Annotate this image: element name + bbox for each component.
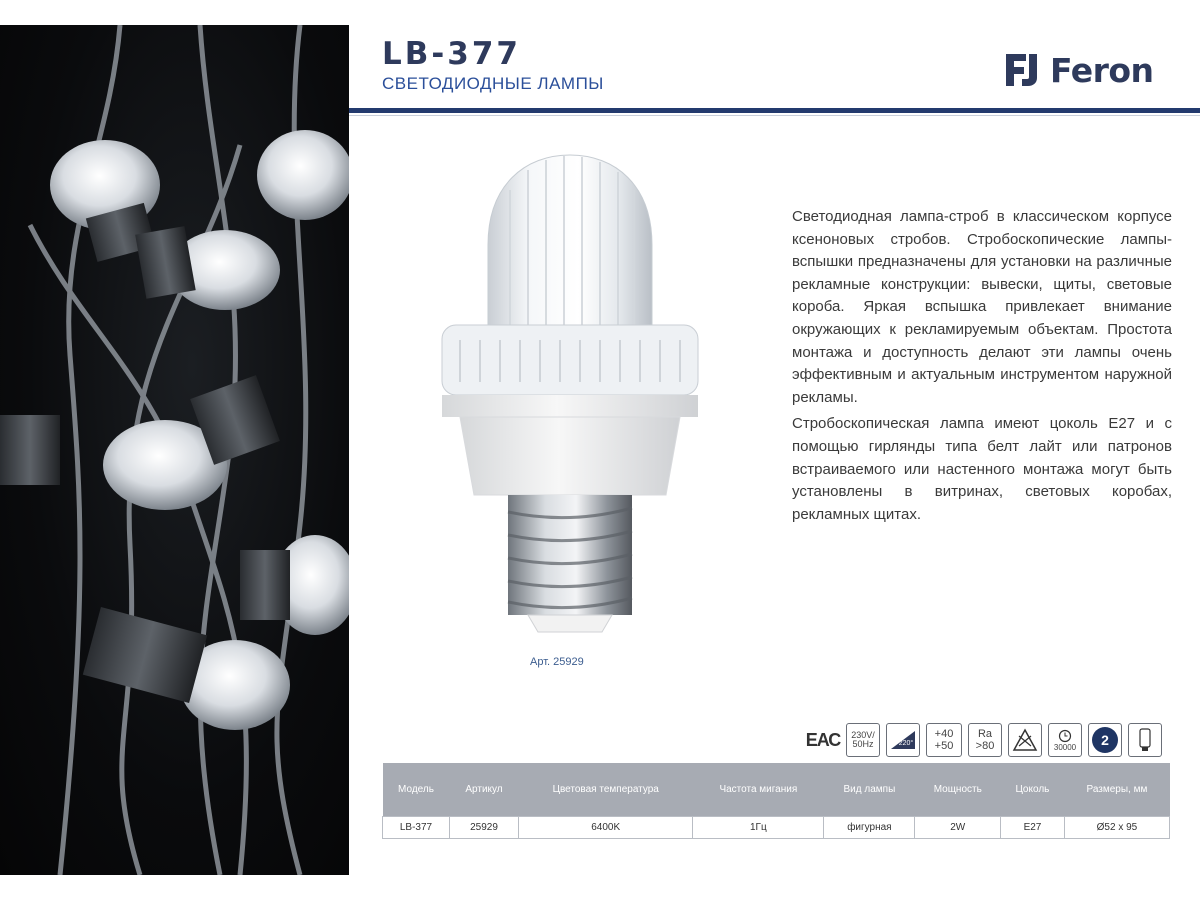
warranty-years: 2	[1092, 727, 1118, 753]
table-header-row	[383, 763, 1170, 817]
description-paragraph: Стробоскопическая лампа имеют цоколь Е27 и с помощью гирлянды типа белт лайт или патронов встраиваемого или настенного монтажа могут быть установлены в витринах, световых коробах, рекламных щитах.	[792, 415, 1172, 523]
header-divider	[349, 108, 1200, 113]
warranty-icon	[1088, 723, 1122, 757]
certification-icons	[806, 722, 1162, 758]
lamp-shape-icon	[1128, 723, 1162, 757]
table-cell: фигурная	[824, 817, 915, 839]
table-row	[383, 817, 1170, 839]
temp-low: +50	[934, 740, 954, 752]
table-cell: LB-377	[383, 817, 450, 839]
table-cell: 6400K	[519, 817, 693, 839]
lifetime-icon	[1048, 723, 1082, 757]
voltage-line-1: 230V/	[851, 730, 875, 740]
specification-table	[382, 763, 1170, 839]
model-title: LB-377	[382, 36, 521, 72]
garland-photo	[0, 25, 349, 875]
beam-angle-text: 220°	[898, 739, 914, 747]
recycling-warning-icon	[1008, 723, 1042, 757]
column-header: Мощность	[915, 763, 1001, 817]
table-cell: 2W	[915, 817, 1001, 839]
eac-certification-icon: ЕАС	[806, 723, 840, 757]
lamp-illustration	[430, 150, 710, 650]
table-cell: Ø52 x 95	[1064, 817, 1169, 839]
column-header: Артикул	[449, 763, 518, 817]
beam-angle-icon	[886, 723, 920, 757]
column-header: Частота мигания	[693, 763, 824, 817]
product-description	[792, 206, 1172, 530]
table-cell: E27	[1001, 817, 1065, 839]
brand-logo	[1004, 50, 1172, 90]
column-header: Цоколь	[1001, 763, 1065, 817]
voltage-icon	[846, 723, 880, 757]
ra-label: Ra	[977, 728, 993, 740]
column-header: Вид лампы	[824, 763, 915, 817]
product-category: СВЕТОДИОДНЫЕ ЛАМПЫ	[382, 74, 604, 93]
column-header: Модель	[383, 763, 450, 817]
temperature-range-icon	[926, 723, 962, 757]
ra-value: >80	[975, 740, 995, 752]
product-image	[430, 150, 710, 650]
header-divider-thin	[349, 115, 1200, 116]
voltage-line-2: 50Hz	[852, 739, 874, 749]
garland-photo-illustration	[0, 25, 349, 875]
temp-high: +40	[934, 728, 954, 740]
lifetime-hours: 30000	[1053, 742, 1077, 752]
column-header: Размеры, мм	[1064, 763, 1169, 817]
column-header: Цветовая температура	[519, 763, 693, 817]
article-caption: Арт. 25929	[530, 656, 584, 668]
feron-logo-icon	[1004, 52, 1044, 88]
brand-name: Feron	[1050, 50, 1154, 90]
description-paragraph: Светодиодная лампа-строб в классическом корпусе ксеноновых стробов. Стробоскопические лампы-вспышки предназначены для установки на различные рекламные конструкции: вывески, щиты, световые короба. Яркая вспышка привлекает внимание окружающих к рекламируемым объектам. Простота монтажа и доступность делают эти лампы очень эффективным и актуальным инструментом наружной рекламы.	[792, 208, 1172, 406]
table-cell: 1Гц	[693, 817, 824, 839]
table-cell: 25929	[449, 817, 518, 839]
color-rendering-icon	[968, 723, 1002, 757]
